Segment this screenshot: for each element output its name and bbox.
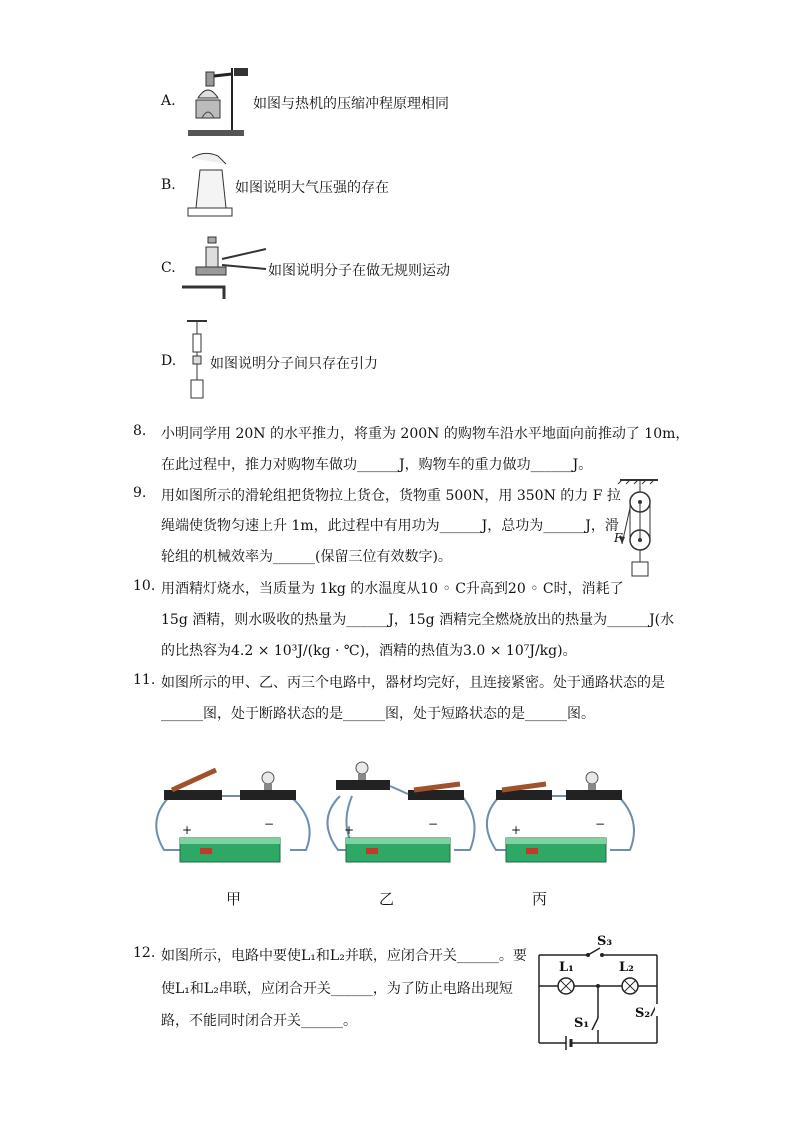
switch-s3-label: S₃ bbox=[597, 934, 613, 949]
question-text-line: 小明同学用 20N 的水平推力，将重为 200N 的购物车沿水平地面向前推动了 10m， bbox=[161, 426, 690, 442]
question-number: 11. bbox=[133, 672, 156, 688]
minus-terminal-label: − bbox=[595, 817, 606, 831]
force-label: F bbox=[614, 531, 623, 545]
question-text-line: 在此过程中，推力对购物车做功______J，购物车的重力做功______J。 bbox=[161, 457, 593, 473]
question-number: 8. bbox=[133, 423, 147, 439]
question-number: 10. bbox=[133, 578, 156, 594]
circuit-yi-figure bbox=[322, 760, 482, 870]
option-b-label: B. bbox=[161, 177, 176, 193]
option-c-text: 如图说明分子在做无规则运动 bbox=[268, 263, 450, 279]
lamp-l2-label: L₂ bbox=[619, 960, 634, 975]
question-text-line: 15g 酒精，则水吸收的热量为______J，15g 酒精完全燃烧放出的热量为______J(水 bbox=[161, 612, 675, 628]
option-a-text: 如图与热机的压缩冲程原理相同 bbox=[253, 96, 449, 112]
lamp-l1-label: L₁ bbox=[559, 960, 574, 975]
figure-caption: 乙 bbox=[379, 890, 395, 908]
question-text-line: ______图，处于断路状态的是______图，处于短路状态的是______图。 bbox=[161, 706, 595, 722]
spring-scale-figure bbox=[185, 318, 209, 404]
minus-terminal-label: − bbox=[264, 817, 275, 831]
circuit-bing-figure bbox=[482, 760, 642, 870]
question-text-line: 用如图所示的滑轮组把货物拉上货仓，货物重 500N，用 350N 的力 F 拉 bbox=[161, 488, 621, 504]
plus-terminal-label: + bbox=[344, 823, 355, 837]
question-number: 9. bbox=[133, 485, 147, 501]
question-text-line: 用酒精灯烧水，当质量为 1kg 的水温度从10 ◦ C升高到20 ◦ C时，消耗了 bbox=[161, 581, 624, 597]
circuit-diagram-figure bbox=[536, 940, 660, 1048]
plus-terminal-label: + bbox=[182, 823, 193, 837]
switch-s1-label: S₁ bbox=[574, 1016, 590, 1031]
minus-terminal-label: − bbox=[428, 817, 439, 831]
figure-caption: 甲 bbox=[226, 890, 242, 908]
cup-card-figure bbox=[186, 150, 236, 220]
question-text-line: 轮组的机械效率为______(保留三位有效数字)。 bbox=[161, 549, 452, 565]
circuit-jia-figure bbox=[150, 760, 320, 870]
option-a-label: A. bbox=[161, 93, 176, 109]
switch-s2-label: S₂ bbox=[635, 1006, 651, 1021]
option-d-label: D. bbox=[161, 353, 177, 369]
flask-heating-figure bbox=[180, 62, 250, 140]
option-b-text: 如图说明大气压强的存在 bbox=[235, 180, 389, 196]
figure-caption: 丙 bbox=[532, 890, 548, 908]
question-text-line: 绳端使货物匀速上升 1m，此过程中有用功为______J，总功为______J，滑 bbox=[161, 518, 619, 534]
question-text-line: 的比热容为4.2 × 10³J/(kg · ℃)，酒精的热值为3.0 × 10⁷J/kg)。 bbox=[161, 643, 577, 659]
option-d-text: 如图说明分子间只存在引力 bbox=[210, 356, 378, 372]
plus-terminal-label: + bbox=[511, 823, 522, 837]
lead-blocks-figure bbox=[182, 235, 268, 301]
question-text-line: 路，不能同时闭合开关______。 bbox=[161, 1013, 357, 1029]
option-c-label: C. bbox=[161, 260, 176, 276]
question-text-line: 使L₁和L₂串联，应闭合开关______，为了防止电路出现短 bbox=[161, 981, 513, 997]
pulley-system-figure bbox=[612, 478, 662, 580]
question-number: 12. bbox=[133, 945, 156, 961]
question-text-line: 如图所示，电路中要使L₁和L₂并联，应闭合开关______。要 bbox=[161, 948, 527, 964]
question-text-line: 如图所示的甲、乙、丙三个电路中，器材均完好，且连接紧密。处于通路状态的是 bbox=[161, 675, 665, 691]
